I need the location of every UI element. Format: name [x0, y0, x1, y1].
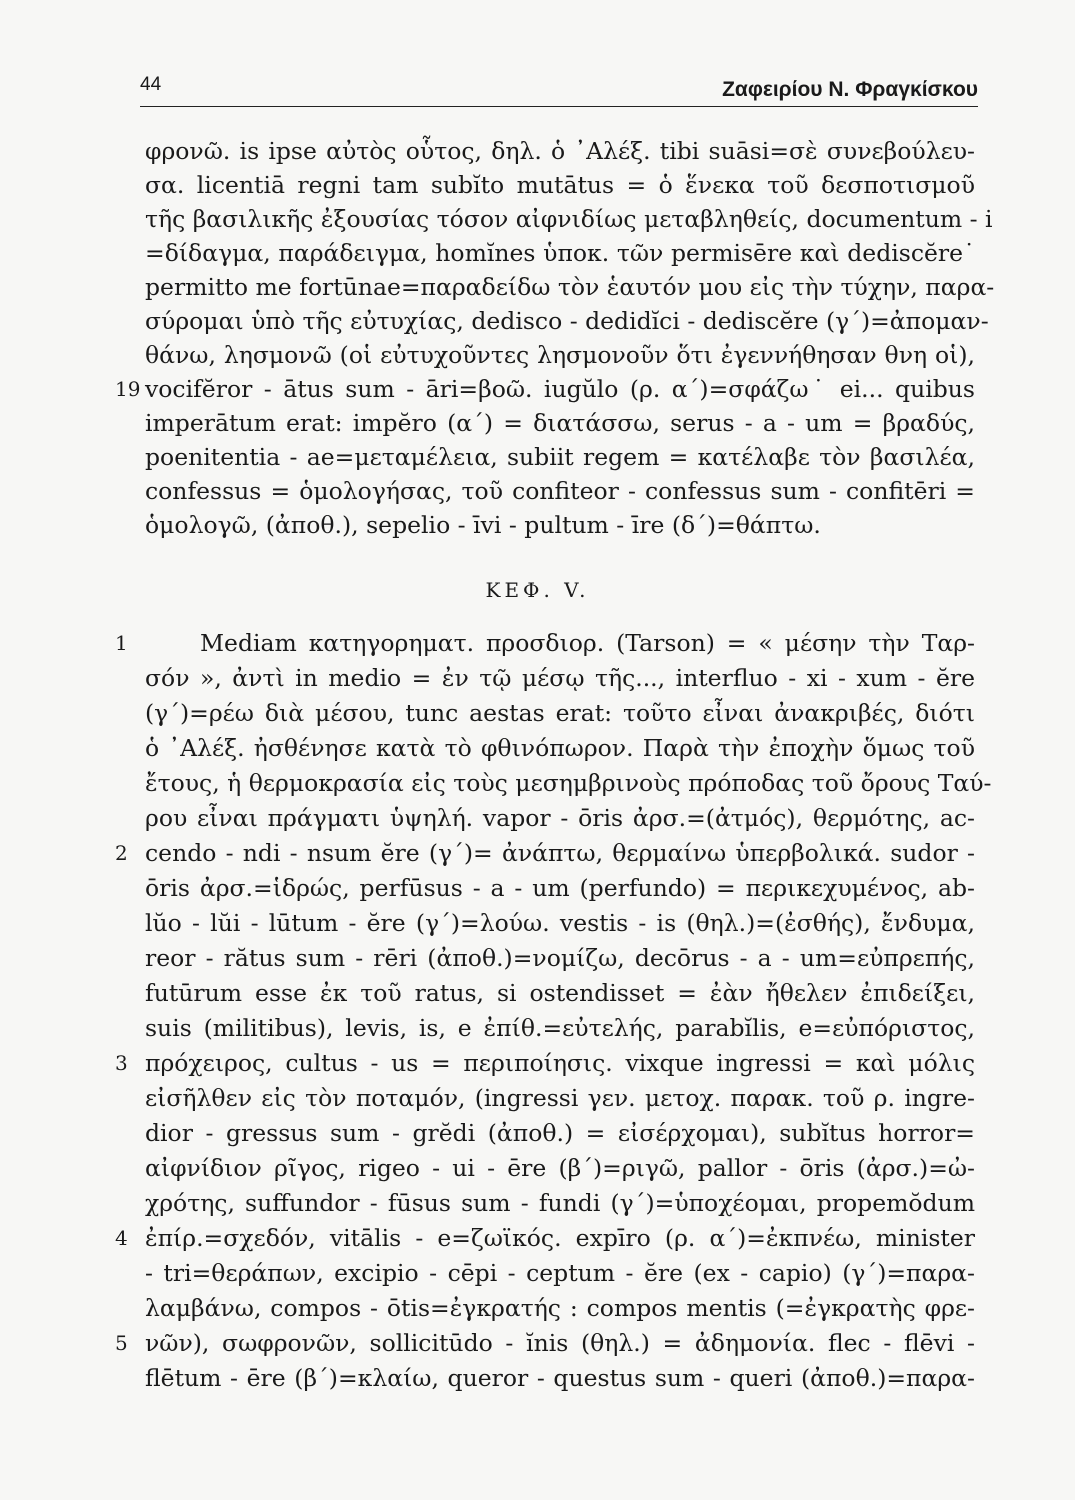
- text-line: θάνω, λησμονῶ (οἱ εὐτυχοῦντες λησμονοῦν ὅτι ἐγεννήθησαν θνη οἱ),: [145, 341, 975, 369]
- text-line: dior - gressus sum - grĕdi (ἀποθ.) = εἰσέρχομαι), subĭtus horror=: [145, 1119, 975, 1147]
- text-line: λαμβάνω, compos - ōtis=ἐγκρατής : compos mentis (=ἐγκρατὴς φρε-: [145, 1294, 975, 1322]
- text-line: ὁ ᾽Αλέξ. ἠσθένησε κατὰ τὸ φθινόπωρον. Παρὰ τὴν ἐποχὴν ὅμως τοῦ: [145, 734, 975, 762]
- page-header: [140, 72, 978, 107]
- text-line: permitto me fortūnae=παραδείδω τὸν ἑαυτόν μου εἰς τὴν τύχην, παρα-: [145, 273, 995, 301]
- text-line: Mediam κατηγορηματ. προσδιορ. (Tarson) = « μέσην τὴν Ταρ-: [200, 629, 975, 657]
- running-title: Ζαφειρίου Ν. Φραγκίσκου: [722, 78, 978, 101]
- text-line: vocifĕror - ātus sum - āri=βοῶ. iugŭlo (ρ. α΄)=σφάζω˙ ei... quibus: [145, 375, 975, 403]
- text-line: νῶν), σωφρονῶν, sollicitūdo - ĭnis (θηλ.) = ἀδημονία. flec - flēvi -: [145, 1329, 975, 1357]
- margin-line-number: 2: [115, 841, 128, 865]
- text-line: =δίδαγμα, παράδειγμα, homĭnes ὑποκ. τῶν permisēre καὶ dediscĕre˙: [145, 239, 975, 267]
- text-line: - tri=θεράπων, excipio - cēpi - ceptum - ĕre (ex - capio) (γ΄)=παρα-: [145, 1259, 975, 1287]
- margin-line-number: 4: [115, 1226, 128, 1250]
- margin-line-number: 19: [115, 377, 141, 401]
- text-line: futūrum esse ἐκ τοῦ ratus, si ostendisset = ἐὰν ἤθελεν ἐπιδείξει,: [145, 979, 975, 1007]
- text-line: confessus = ὁμολογήσας, τοῦ confiteor - confessus sum - confitēri =: [145, 477, 975, 505]
- text-line: σύρομαι ὑπὸ τῆς εὐτυχίας, dedisco - dedidĭci - dediscĕre (γ΄)=ἀπομαν-: [145, 307, 989, 335]
- text-line: σα. licentiā regni tam subĭto mutātus = ὁ ἕνεκα τοῦ δεσποτισμοῦ: [145, 171, 975, 199]
- text-line: (γ΄)=ρέω διὰ μέσου, tunc aestas erat: τοῦτο εἶναι ἀνακριβές, διότι: [145, 699, 975, 727]
- text-line: cendo - ndi - nsum ĕre (γ΄)= ἀνάπτω, θερμαίνω ὑπερβολικά. sudor -: [145, 839, 975, 867]
- text-line: ὁμολογῶ, (ἀποθ.), sepelio - īvi - pultum - īre (δ΄)=θάπτω.: [145, 511, 821, 539]
- text-line: ōris ἀρσ.=ἱδρώς, perfūsus - a - um (perfundo) = περικεχυμένος, ab-: [145, 874, 975, 902]
- text-line: ἐπίρ.=σχεδόν, vitālis - e=ζωϊκός. expīro (ρ. α΄)=ἐκπνέω, minister: [145, 1224, 975, 1252]
- margin-line-number: 3: [115, 1051, 128, 1075]
- text-line: φρονῶ. is ipse αὐτὸς οὗτος, δηλ. ὁ ᾽Αλέξ. tibi suāsi=σὲ συνεβούλευ-: [145, 137, 975, 165]
- text-line: reor - rătus sum - rēri (ἀποθ.)=νομίζω, decōrus - a - um=εὐπρεπής,: [145, 944, 975, 972]
- text-line: imperātum erat: impĕro (α΄) = διατάσσω, serus - a - um = βραδύς,: [145, 409, 975, 437]
- text-line: αἰφνίδιον ρῖγος, rigeo - ui - ēre (β΄)=ριγῶ, pallor - ōris (ἀρσ.)=ὠ-: [145, 1154, 975, 1182]
- text-line: ἔτους, ἡ θερμοκρασία εἰς τοὺς μεσημβρινοὺς πρόποδας τοῦ ὄρους Ταύ-: [145, 769, 992, 797]
- text-line: σόν », ἀντὶ in medio = ἐν τῷ μέσῳ τῆς..., interfluo - xi - xum - ĕre: [145, 664, 975, 692]
- page-number: 44: [140, 74, 162, 95]
- text-line: χρότης, suffundor - fūsus sum - fundi (γ΄)=ὑποχέομαι, propemŏdum: [145, 1189, 975, 1217]
- chapter-heading: ΚΕΦ. V.: [485, 578, 590, 602]
- text-line: πρόχειρος, cultus - us = περιποίησις. vixque ingressi = καὶ μόλις: [145, 1049, 975, 1077]
- text-line: lŭo - lŭi - lūtum - ĕre (γ΄)=λούω. vestis - is (θηλ.)=(ἐσθής), ἔνδυμα,: [145, 909, 975, 937]
- margin-line-number: 5: [115, 1331, 128, 1355]
- text-line: εἰσῆλθεν εἰς τὸν ποταμόν, (ingressi γεν. μετοχ. παρακ. τοῦ ρ. ingre-: [145, 1084, 975, 1112]
- text-line: ρου εἶναι πράγματι ὑψηλή. vapor - ōris ἀρσ.=(ἀτμός), θερμότης, ac-: [145, 804, 975, 832]
- text-line: flētum - ēre (β΄)=κλαίω, queror - questus sum - queri (ἀποθ.)=παρα-: [145, 1364, 975, 1392]
- margin-line-number: 1: [115, 631, 128, 655]
- text-line: suis (militibus), levis, is, e ἐπίθ.=εὐτελής, parabĭlis, e=εὐπόριστος,: [145, 1014, 975, 1042]
- text-line: poenitentia - ae=μεταμέλεια, subiit regem = κατέλαβε τὸν βασιλέα,: [145, 443, 975, 471]
- text-line: τῆς βασιλικῆς ἐξουσίας τόσον αἰφνιδίως μεταβληθείς, documentum - i: [145, 205, 993, 233]
